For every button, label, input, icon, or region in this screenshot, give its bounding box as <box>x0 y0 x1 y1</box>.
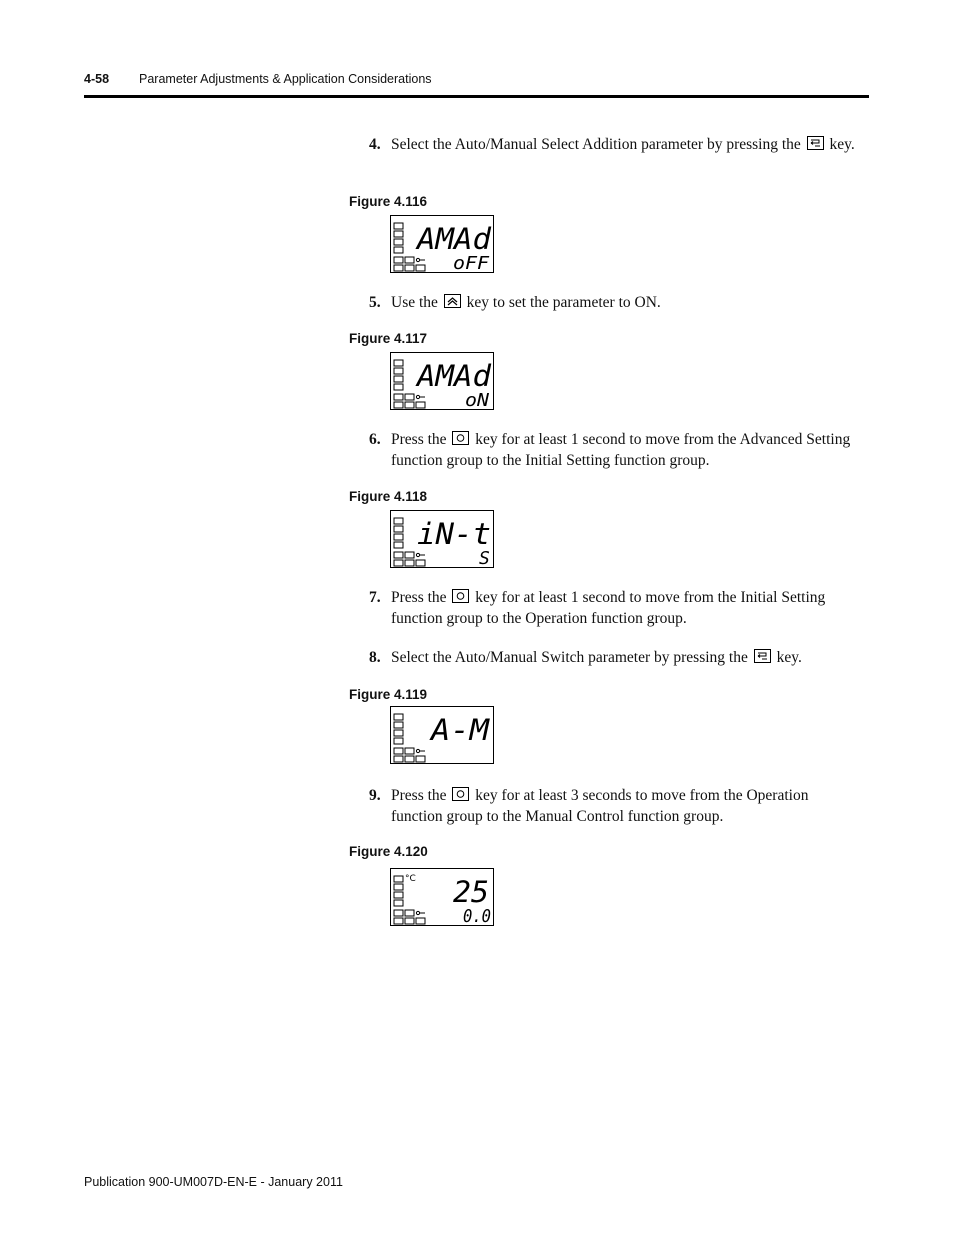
page-header <box>84 72 432 86</box>
step-text: Select the Auto/Manual Switch parameter by pressing the <box>391 649 748 666</box>
step-number: 6. <box>369 431 381 448</box>
page-number: 4-58 <box>84 72 110 86</box>
step-text-cont: key for at least 3 seconds to move from the Operation function group to the Manual Control function group. <box>391 787 809 825</box>
display-bottom: 0.0 <box>463 906 491 927</box>
up-key-icon <box>444 294 461 308</box>
mode-key-icon <box>807 136 824 150</box>
step-7 <box>369 587 859 629</box>
step-text: Press the <box>391 431 447 448</box>
step-6 <box>369 429 859 471</box>
step-9 <box>369 785 859 827</box>
display-bottom: oN <box>465 390 490 411</box>
step-number: 5. <box>369 294 381 311</box>
figure-label: Figure 4.119 <box>349 687 428 702</box>
display-top: AMAd <box>414 359 492 393</box>
controller-display <box>390 510 494 568</box>
step-text-cont: key for at least 1 second to move from the Advanced Setting function group to the Initial Setting function group. <box>391 431 851 469</box>
publication-footer: Publication 900-UM007D-EN-E - January 2011 <box>84 1175 343 1189</box>
unit-label: °C <box>405 874 416 884</box>
step-text: Press the <box>391 589 447 606</box>
step-number: 7. <box>369 589 381 606</box>
step-text-cont: key to set the parameter to ON. <box>466 294 661 311</box>
display-top: 25 <box>453 875 489 909</box>
step-number: 9. <box>369 787 381 804</box>
step-4 <box>369 134 859 155</box>
display-top: AMAd <box>414 222 492 256</box>
step-8 <box>369 647 859 668</box>
mode-key-icon <box>754 649 771 663</box>
display-top: A-M <box>428 713 491 747</box>
controller-display <box>390 868 494 926</box>
controller-display <box>390 706 494 764</box>
figure-label: Figure 4.116 <box>349 194 428 209</box>
step-number: 8. <box>369 649 381 666</box>
display-bottom: oFF <box>453 253 491 274</box>
figure-label: Figure 4.117 <box>349 331 428 346</box>
figure-label: Figure 4.118 <box>349 489 428 504</box>
step-text: Press the <box>391 787 447 804</box>
controller-display <box>390 352 494 410</box>
step-text-cont: key for at least 1 second to move from the Initial Setting function group to the Operation function group. <box>391 589 826 627</box>
header-rule <box>84 95 869 98</box>
step-text: Select the Auto/Manual Select Addition parameter by pressing the <box>391 136 801 153</box>
step-number: 4. <box>369 136 381 153</box>
step-text-cont: key. <box>829 136 855 153</box>
display-bottom: S <box>479 548 490 569</box>
level-key-icon <box>452 431 469 445</box>
figure-label: Figure 4.120 <box>349 844 428 859</box>
level-key-icon <box>452 589 469 603</box>
display-top: iN-t <box>417 517 491 551</box>
controller-display <box>390 215 494 273</box>
step-5 <box>369 292 859 313</box>
level-key-icon <box>452 787 469 801</box>
step-text: Use the <box>391 294 438 311</box>
step-text-cont: key. <box>776 649 802 666</box>
section-title: Parameter Adjustments & Application Considerations <box>139 72 432 86</box>
